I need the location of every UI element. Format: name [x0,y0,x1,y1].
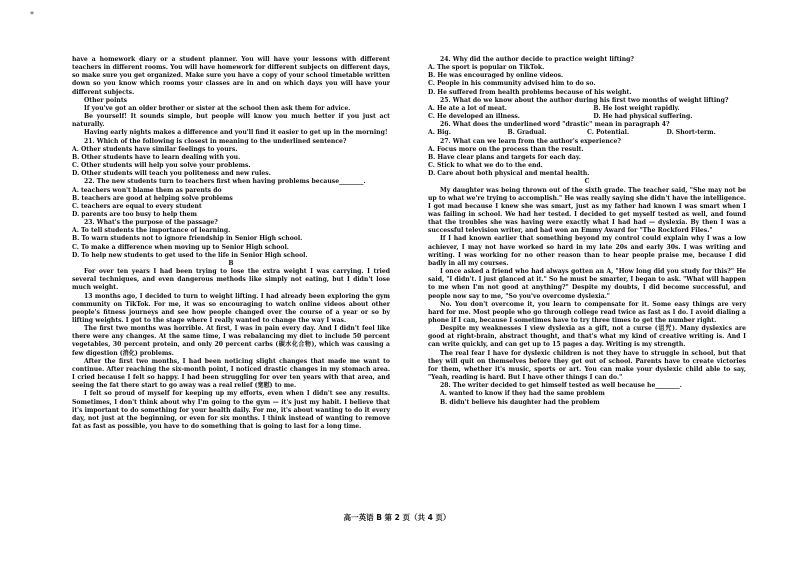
question-26-option-b: B. Gradual. [507,129,547,137]
answer-option: C. Stick to what we do to the end. [428,162,543,170]
answer-option: A. Other students have similar feelings to yours. [72,145,238,153]
answer-option: A. teachers won't blame them as parents do [72,186,222,194]
answer-option: C. Other students will help you solve your problems. [72,162,251,170]
paragraph: 25. What do we know about the author during his first two months of weight lifting? [440,96,729,104]
answer-option: C. People in his community advised him to do so. [428,80,596,88]
answer-option: D. To help new students to get used to the life in Senior High school. [72,251,308,259]
answer-option: D. He suffered from health problems because of his weight. [428,88,632,96]
paragraph: Other points [84,96,128,104]
paragraph: 28. The writer decided to get himself tested as well because he________. [440,382,682,390]
answer-option: B. Have clear plans and targets for each day. [428,153,581,161]
answer-option: A. The sport is popular on TikTok. [428,64,545,72]
answer-option: C. To make a difference when moving up to Senior High school. [72,243,289,251]
answer-option: D. Other students will teach you politeness and new rules. [72,170,271,178]
paragraph: A. wanted to know if they had the same problem [440,390,605,398]
right-column-passage-c [428,138,746,407]
paragraph: After the first two months, I had been noticing slight changes that made me want to continue. After reaching the six-month point, I noticed drastic changes in my stomach area. I cried because I felt so happy. I had been struggling for over ten years with that area, and seeing the fat there start to go away was a real relief (宽慰) to me. [72,357,390,390]
answer-option: D. parents are too busy to help them [72,210,197,218]
answer-option: C. teachers are equal to every student [72,202,202,210]
question-26-option-a: A. Big. [428,129,451,137]
paragraph: 21. Which of the following is closest in meaning to the underlined sentence? [84,137,347,145]
section-heading: B [228,259,234,267]
paragraph: I felt so proud of myself for keeping up my efforts, even when I didn't see any results. Sometimes, I don't think about why I'm going to the gym — it's just my habit. I believe that it's important to do something for your health daily. For me, it's about wanting to do it every day, not just at the beginning, or even for six months. I think instead of wanting to remove fat as fast as possible, you have to do something that is going to last for a long time. [72,390,390,431]
paragraph: If I had known earlier that something beyond my control could explain why I was a low achiever, I may not have worked so hard in my late 20s and early 30s. I was writing and writing. I was working for no other reason than to hear people praise me, because I did badly in all my courses. [428,235,746,267]
paragraph: have a homework diary or a student planner. You will have your lessons with different teachers in different rooms. You will have homework for different subjects on different days, so make sure you get organized. Make sure you have a copy of your school timetable written down so you know which rooms your classes are in and on which days you will have your different subjects. [72,56,390,96]
paragraph: If you've got an older brother or sister at the school then ask them for advice. [84,104,351,112]
answer-option: A. Focus more on the process than the result. [428,145,584,153]
question-26-option-d: D. Short-term. [666,129,716,137]
paragraph: 27. What can we learn from the author's experience? [440,137,621,145]
left-column [72,56,390,431]
paragraph: I once asked a friend who had always gotten an A, "How long did you study for this?" He said, "I didn't. I just glanced at it." So he must be smarter, I began to ask. "What will happen to me when I'm not good at anything?" Despite my doubts, I did become successful, and people now say to me, "So you've overcome dyslexia." [428,268,746,300]
paragraph: B. didn't believe his daughter had the problem [440,398,600,406]
question-26-option-c: C. Potential. [587,129,630,137]
answer-option: B. Other students have to learn dealing with you. [72,153,241,161]
page-footer: 高一英语 B 第 2 页（共 4 页） [343,513,451,522]
question-25-option-d: D. He had physical suffering. [593,113,693,121]
paragraph: 23. What's the purpose of the passage? [84,219,218,227]
question-26-options [428,129,746,137]
paragraph: No. You don't overcome it, you learn to compensate for it. Some easy things are very hard for me. Most people who go through college read twice as fast as I do. I avoid dialing a phone if I can, because I sometimes have to try three times to get the number right. [428,300,746,324]
right-column-questions-24-25 [428,56,746,105]
question-26-stem: 26. What does the underlined word "drastic" mean in paragraph 4? [440,121,670,129]
answer-option: B. To warn students not to ignore friendship in Senior High school. [72,235,303,243]
paragraph: Despite my weaknesses I view dyslexia as a gift, not a curse (诅咒). Many dyslexics are good at right-brain, abstract thought, and that's what my kind of creative writing is. And I can write quickly, and can get up to 15 pages a day. Writing is my strength. [428,325,746,349]
answer-option: B. He was encouraged by online videos. [428,72,564,80]
paragraph: 24. Why did the author decide to practice weight lifting? [440,56,634,63]
paragraph: For over ten years I had been trying to lose the extra weight I was carrying. I tried several techniques, and even dangerous methods like simply not eating, but I didn't lose much weight. [72,268,390,292]
right-column [428,56,746,407]
question-25-option-c: C. He developed an illness. [428,113,520,121]
section-heading: C [584,178,590,186]
paragraph: The first two months was horrible. At first, I was in pain every day. And I didn't feel like there were any changes. At the same time, I was rebalancing my diet to include 50 percent vegetables, 30 percent protein, and only 20 percent carbs (碳水化合物), which was causing a few digestion (消化) problems. [72,325,390,357]
paragraph: 13 months ago, I decided to turn to weight lifting. I had already been exploring the gym community on TikTok. For me, it was so encouraging to watch online videos about other people's fitness journeys and see how people changed over the course of a year or so by lifting weights. I got to the stage where I really wanted to change the way I was. [72,292,390,324]
paragraph: Having early nights makes a difference and you'll find it easier to get up in the morning! [84,129,388,137]
paragraph: The real fear I have for dyslexic children is not they have to struggle in school, but that they will quit on themselves before they get out of school. Parents have to create victories for them, whether it's music, sports or art. You can make your dyslexic child able to say, "Yeah, reading is hard. But I have other things I can do." [428,349,746,382]
corner-mark: * [30,10,34,19]
paragraph: Be yourself! It sounds simple, but people will know you much better if you just act naturally. [72,113,390,129]
paragraph: My daughter was being thrown out of the sixth grade. The teacher said, "She may not be up to what we're trying to accomplish." He was really saying she didn't have the intelligence. I got mad because I knew she was smart, just as my father had known I was smart when I was failing in school. We had her tested. I decided to get myself tested as well, and found that the troubles she was having were exactly what I had had — dyslexia. By then I was a successful television writer, and had won an Emmy Award for "The Rockford Files." [428,186,746,235]
question-25-options [428,105,746,121]
answer-option: A. To tell students the importance of learning. [72,227,231,235]
paragraph: 22. The new students turn to teachers first when having problems because________. [84,178,366,186]
question-25-option-a: A. He ate a lot of meat. [428,104,507,112]
answer-option: B. teachers are good at helping solve problems [72,194,233,202]
question-25-option-b: B. He lost weight rapidly. [593,104,680,112]
answer-option: D. Care about both physical and mental health. [428,170,590,178]
